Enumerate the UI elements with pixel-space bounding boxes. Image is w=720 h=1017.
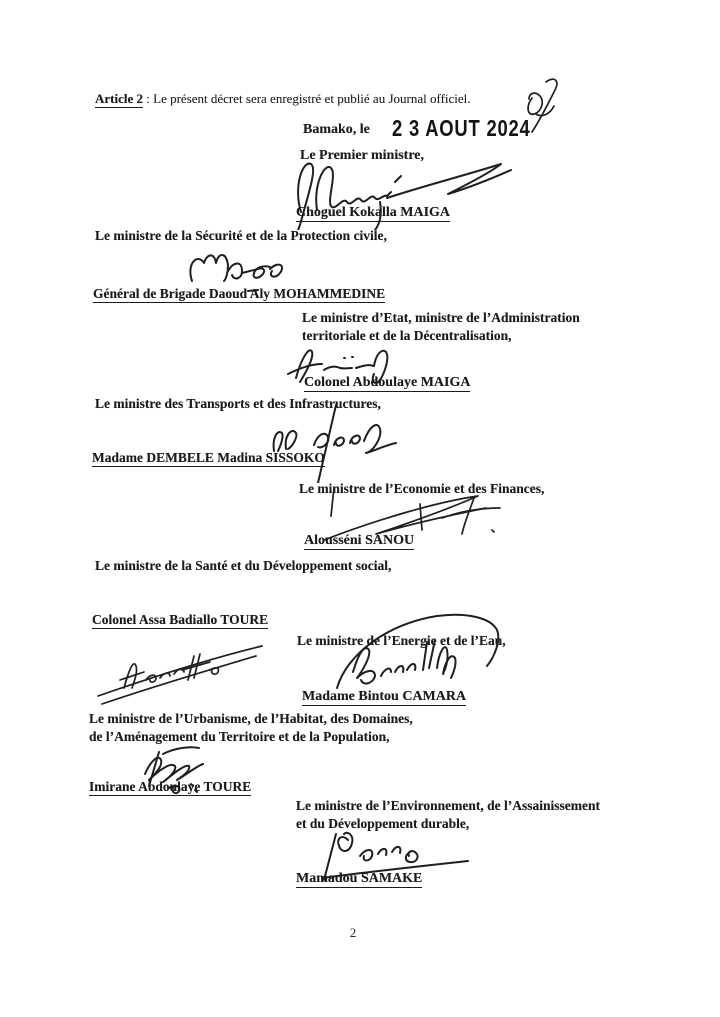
signatory-title: Le ministre de l’Environnement, de l’Assainissement et du Développement durable, — [296, 798, 601, 831]
signature-assa-badiallo-toure — [94, 634, 266, 706]
signatory-name: Colonel Assa Badiallo TOURE — [92, 612, 269, 627]
signatory-name: Mamadou SAMAKE — [296, 871, 423, 886]
signatory-title: Le Premier ministre, — [300, 148, 425, 163]
page-number: 2 — [349, 925, 357, 940]
signatory-title: Le ministre de la Sécurité et de la Protection civile, — [95, 228, 387, 243]
signatory-title: Le ministre de la Santé et du Développement social, — [95, 558, 392, 573]
signatory-name: Choguel Kokalla MAIGA — [296, 205, 451, 220]
signatory-title: Le ministre de l’Urbanisme, de l’Habitat, des Domaines, de l’Aménagement du Territoire et de la Population, — [89, 711, 413, 744]
dateline-place: Bamako, le — [303, 122, 370, 137]
signatory-title: Le ministre de l’Energie et de l’Eau, — [297, 633, 506, 648]
signatory-title: Le ministre de l’Economie et des Finances, — [299, 481, 545, 496]
signatory-name: Alousséni SANOU — [304, 533, 415, 548]
signatory-name: Général de Brigade Daoud Aly MOHAMMEDINE — [93, 286, 386, 301]
signatory-name: Madame Bintou CAMARA — [302, 689, 467, 704]
article-text: : Le présent décret sera enregistré et publié au Journal officiel. — [143, 91, 471, 106]
signatory-title: Le ministre d’Etat, ministre de l’Administration territoriale et de la Décentralisation, — [302, 310, 580, 343]
article-label: Article 2 — [95, 91, 144, 106]
signatory-name: Colonel Abdoulaye MAIGA — [304, 375, 471, 390]
signatory-title: Le ministre des Transports et des Infrastructures, — [95, 396, 381, 411]
article-line — [95, 90, 471, 108]
signatory-name: Madame DEMBELE Madina SISSOKO — [92, 450, 325, 465]
date-stamp: 2 3 AOUT 2024 — [392, 115, 531, 141]
signature-dembele-madina-sissoko — [262, 403, 400, 483]
signatory-name: Imirane Abdoulaye TOURE — [89, 779, 252, 794]
